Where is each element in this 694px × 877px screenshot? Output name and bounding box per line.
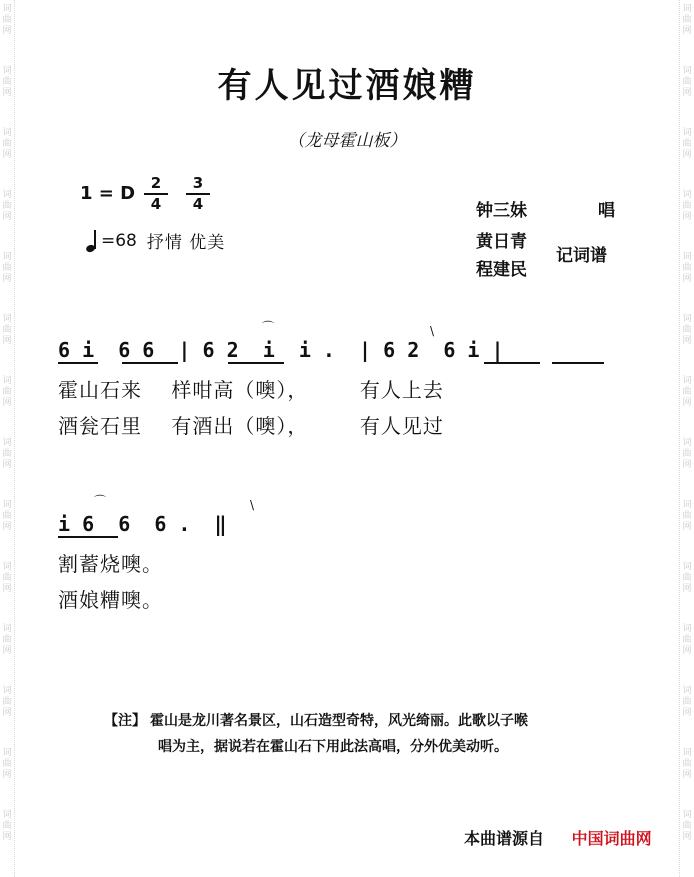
source-label: 本曲谱源自 bbox=[464, 829, 545, 848]
underline-beat bbox=[58, 362, 98, 364]
time-signature-3-4: 3 4 bbox=[186, 174, 210, 214]
watermark-text: 词 曲 网 bbox=[2, 500, 12, 532]
watermark-text: 词 曲 网 bbox=[682, 686, 692, 718]
watermark-text: 词 曲 网 bbox=[682, 376, 692, 408]
watermark-text: 词 曲 网 bbox=[682, 748, 692, 780]
fermata-mark: ⌒ bbox=[262, 320, 275, 334]
time-signature-2-4: 2 4 bbox=[144, 174, 168, 214]
watermark-text: 词 曲 网 bbox=[682, 66, 692, 98]
key-signature: 1 = D bbox=[80, 183, 136, 204]
watermark-text: 词 曲 网 bbox=[682, 4, 692, 36]
source-credit bbox=[464, 826, 652, 849]
slide-mark: \ bbox=[430, 324, 435, 338]
score-line-1-lyrics-1: 霍山石来 样咁高（噢）， 有人上去 bbox=[58, 378, 444, 402]
quarter-note-icon bbox=[86, 230, 98, 252]
watermark-text: 词 曲 网 bbox=[682, 500, 692, 532]
underline-beat bbox=[552, 362, 604, 364]
watermark-text: 词 曲 网 bbox=[2, 686, 12, 718]
watermark-text: 词 曲 网 bbox=[2, 66, 12, 98]
watermark-text: 词 曲 网 bbox=[682, 438, 692, 470]
singer-name: 钟三妹 bbox=[476, 201, 527, 221]
watermark-text: 词 曲 网 bbox=[2, 624, 12, 656]
watermark-text: 词 曲 网 bbox=[2, 748, 12, 780]
score-line-2-lyrics-1: 割蓄烧噢。 bbox=[58, 552, 163, 576]
slide-mark: \ bbox=[250, 498, 255, 512]
watermark-text: 词 曲 网 bbox=[2, 438, 12, 470]
watermark-text: 词 曲 网 bbox=[682, 562, 692, 594]
tempo-value: =68 bbox=[101, 230, 137, 251]
song-title: 有人见过酒娘糟 bbox=[217, 66, 477, 106]
underline-beat bbox=[484, 362, 540, 364]
score-line-1-notes: 6 i 6 6 | 6 2 i i . | 6 2 6 i | bbox=[58, 338, 504, 362]
expression-text: 抒情 优美 bbox=[146, 233, 226, 253]
watermark-text: 词 曲 网 bbox=[2, 810, 12, 842]
watermark-text: 词 曲 网 bbox=[2, 376, 12, 408]
watermark-text: 词 曲 网 bbox=[682, 810, 692, 842]
recorder-role: 记词谱 bbox=[556, 246, 607, 266]
score-line-2-lyrics-2: 酒娘糟噢。 bbox=[58, 588, 163, 612]
annotation-note bbox=[104, 708, 616, 760]
underline-beat bbox=[122, 362, 178, 364]
note-line-1: 霍山是龙川著名景区，山石造型奇特，风光绮丽。此歌以子喉 bbox=[150, 713, 528, 729]
watermark-text: 词 曲 网 bbox=[2, 190, 12, 222]
watermark-text: 词 曲 网 bbox=[2, 314, 12, 346]
watermark-text: 词 曲 网 bbox=[2, 4, 12, 36]
tempo-marking bbox=[86, 228, 225, 253]
watermark-text: 词 曲 网 bbox=[2, 128, 12, 160]
watermark-text: 词 曲 网 bbox=[2, 252, 12, 284]
singer-role: 唱 bbox=[598, 201, 615, 221]
source-site-link[interactable]: 中国词曲网 bbox=[571, 829, 652, 848]
recorder-name-2: 程建民 bbox=[476, 260, 527, 280]
note-line-2: 唱为主，据说若在霍山石下用此法高唱，分外优美动听。 bbox=[158, 739, 508, 755]
note-tag: 【注】 bbox=[104, 713, 146, 729]
underline-beat bbox=[58, 536, 118, 538]
watermark-text: 词 曲 网 bbox=[682, 128, 692, 160]
watermark-text: 词 曲 网 bbox=[682, 252, 692, 284]
score-line-1-lyrics-2: 酒瓮石里 有酒出（噢）， 有人见过 bbox=[58, 414, 444, 438]
song-subtitle: （龙母霍山板） bbox=[287, 131, 407, 151]
watermark-text: 词 曲 网 bbox=[682, 190, 692, 222]
watermark-text: 词 曲 网 bbox=[682, 314, 692, 346]
underline-beat bbox=[228, 362, 284, 364]
recorder-name-1: 黄日青 bbox=[476, 232, 527, 252]
fermata-mark: ⌒ bbox=[94, 494, 107, 508]
score-line-2-notes: i 6 6 6 . ‖ bbox=[58, 512, 227, 536]
watermark-text: 词 曲 网 bbox=[682, 624, 692, 656]
watermark-text: 词 曲 网 bbox=[2, 562, 12, 594]
